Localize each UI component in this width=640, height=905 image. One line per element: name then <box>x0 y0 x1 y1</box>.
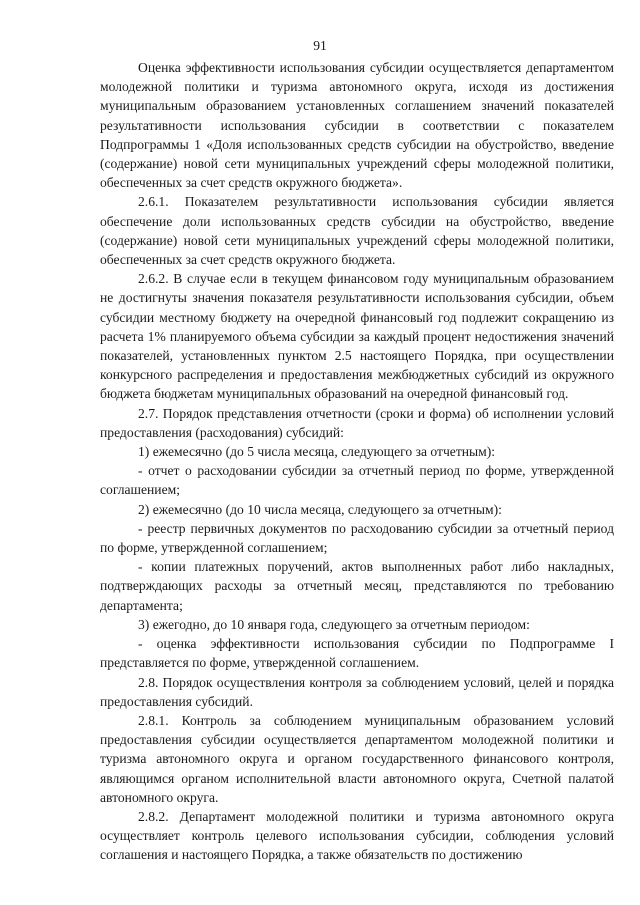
paragraph-2-8-1: 2.8.1. Контроль за соблюдением муниципальным образованием условий предоставления субсидии осуществляется департаментом молодежной политики и туризма автономного округа и органом государственного финансового контроля, являющимся органом исполнительной власти автономного округа, Счетной палатой автономного округа. <box>100 712 614 805</box>
list-item-monthly-5: 1) ежемесячно (до 5 числа месяца, следующего за отчетным): <box>138 444 496 460</box>
list-item-monthly-10: 2) ежемесячно (до 10 числа месяца, следующего за отчетным): <box>138 501 502 517</box>
list-item-annually: 3) ежегодно, до 10 января года, следующего за отчетным периодом: <box>138 616 530 632</box>
paragraph-evaluation: Оценка эффективности использования субсидии осуществляется департаментом молодежной политики и туризма автономного округа, исходя из достижения муниципальным образованием установленных соглашением значений показателей результативности использования субсидии в соответствии с показателем Подпрограммы 1 «Доля использованных средств субсидии на обустройство, введение (содержание) новой сети муниципальных учреждений сферы молодежной политики, обеспеченных за счет средств окружного бюджета». <box>100 60 614 191</box>
paragraph-2-6-2: 2.6.2. В случае если в текущем финансовом году муниципальным образованием не достигнуты значения показателя результативности использования субсидии, объем субсидии местному бюджету на очередной финансовый год подлежит сокращению из расчета 1% планируемого объема субсидии за каждый процент недостижения значений показателей, установленных пунктом 2.5 настоящего Порядка, при осуществлении конкурсного распределения и предоставления межбюджетных субсидий из окружного бюджета бюджетам муниципальных образований на очередной финансовый год. <box>100 271 614 402</box>
page-number: 91 <box>313 38 327 53</box>
list-item-copies: - копии платежных поручений, актов выполненных работ либо накладных, подтверждающих расходы за отчетный месяц, представляются по требованию департамента; <box>100 559 614 613</box>
paragraph-2-8-2: 2.8.2. Департамент молодежной политики и туризма автономного округа осуществляет контроль целевого использования субсидии, соблюдения условий соглашения и настоящего Порядка, а также обязательств по достижению <box>100 808 614 863</box>
list-item-report: - отчет о расходовании субсидии за отчетный период по форме, утвержденной соглашением; <box>100 463 614 498</box>
paragraph-2-8: 2.8. Порядок осуществления контроля за соблюдением условий, целей и порядка предоставления субсидий. <box>100 674 614 709</box>
list-item-evaluation: - оценка эффективности использования субсидии по Подпрограмме I представляется по форме, утвержденной соглашением. <box>100 636 614 671</box>
list-item-registry: - реестр первичных документов по расходованию субсидии за отчетный период по форме, утвержденной соглашением; <box>100 520 614 556</box>
paragraph-2-7: 2.7. Порядок представления отчетности (сроки и форма) об исполнении условий предоставления (расходования) субсидий: <box>100 405 614 440</box>
paragraph-2-6-1: 2.6.1. Показателем результативности использования субсидии является обеспечение доли использованных средств субсидии на обустройство, введение (содержание) новой сети муниципальных учреждений сферы молодежной политики, обеспеченных за счет средств окружного бюджета. <box>100 194 614 268</box>
document-body <box>100 58 614 865</box>
